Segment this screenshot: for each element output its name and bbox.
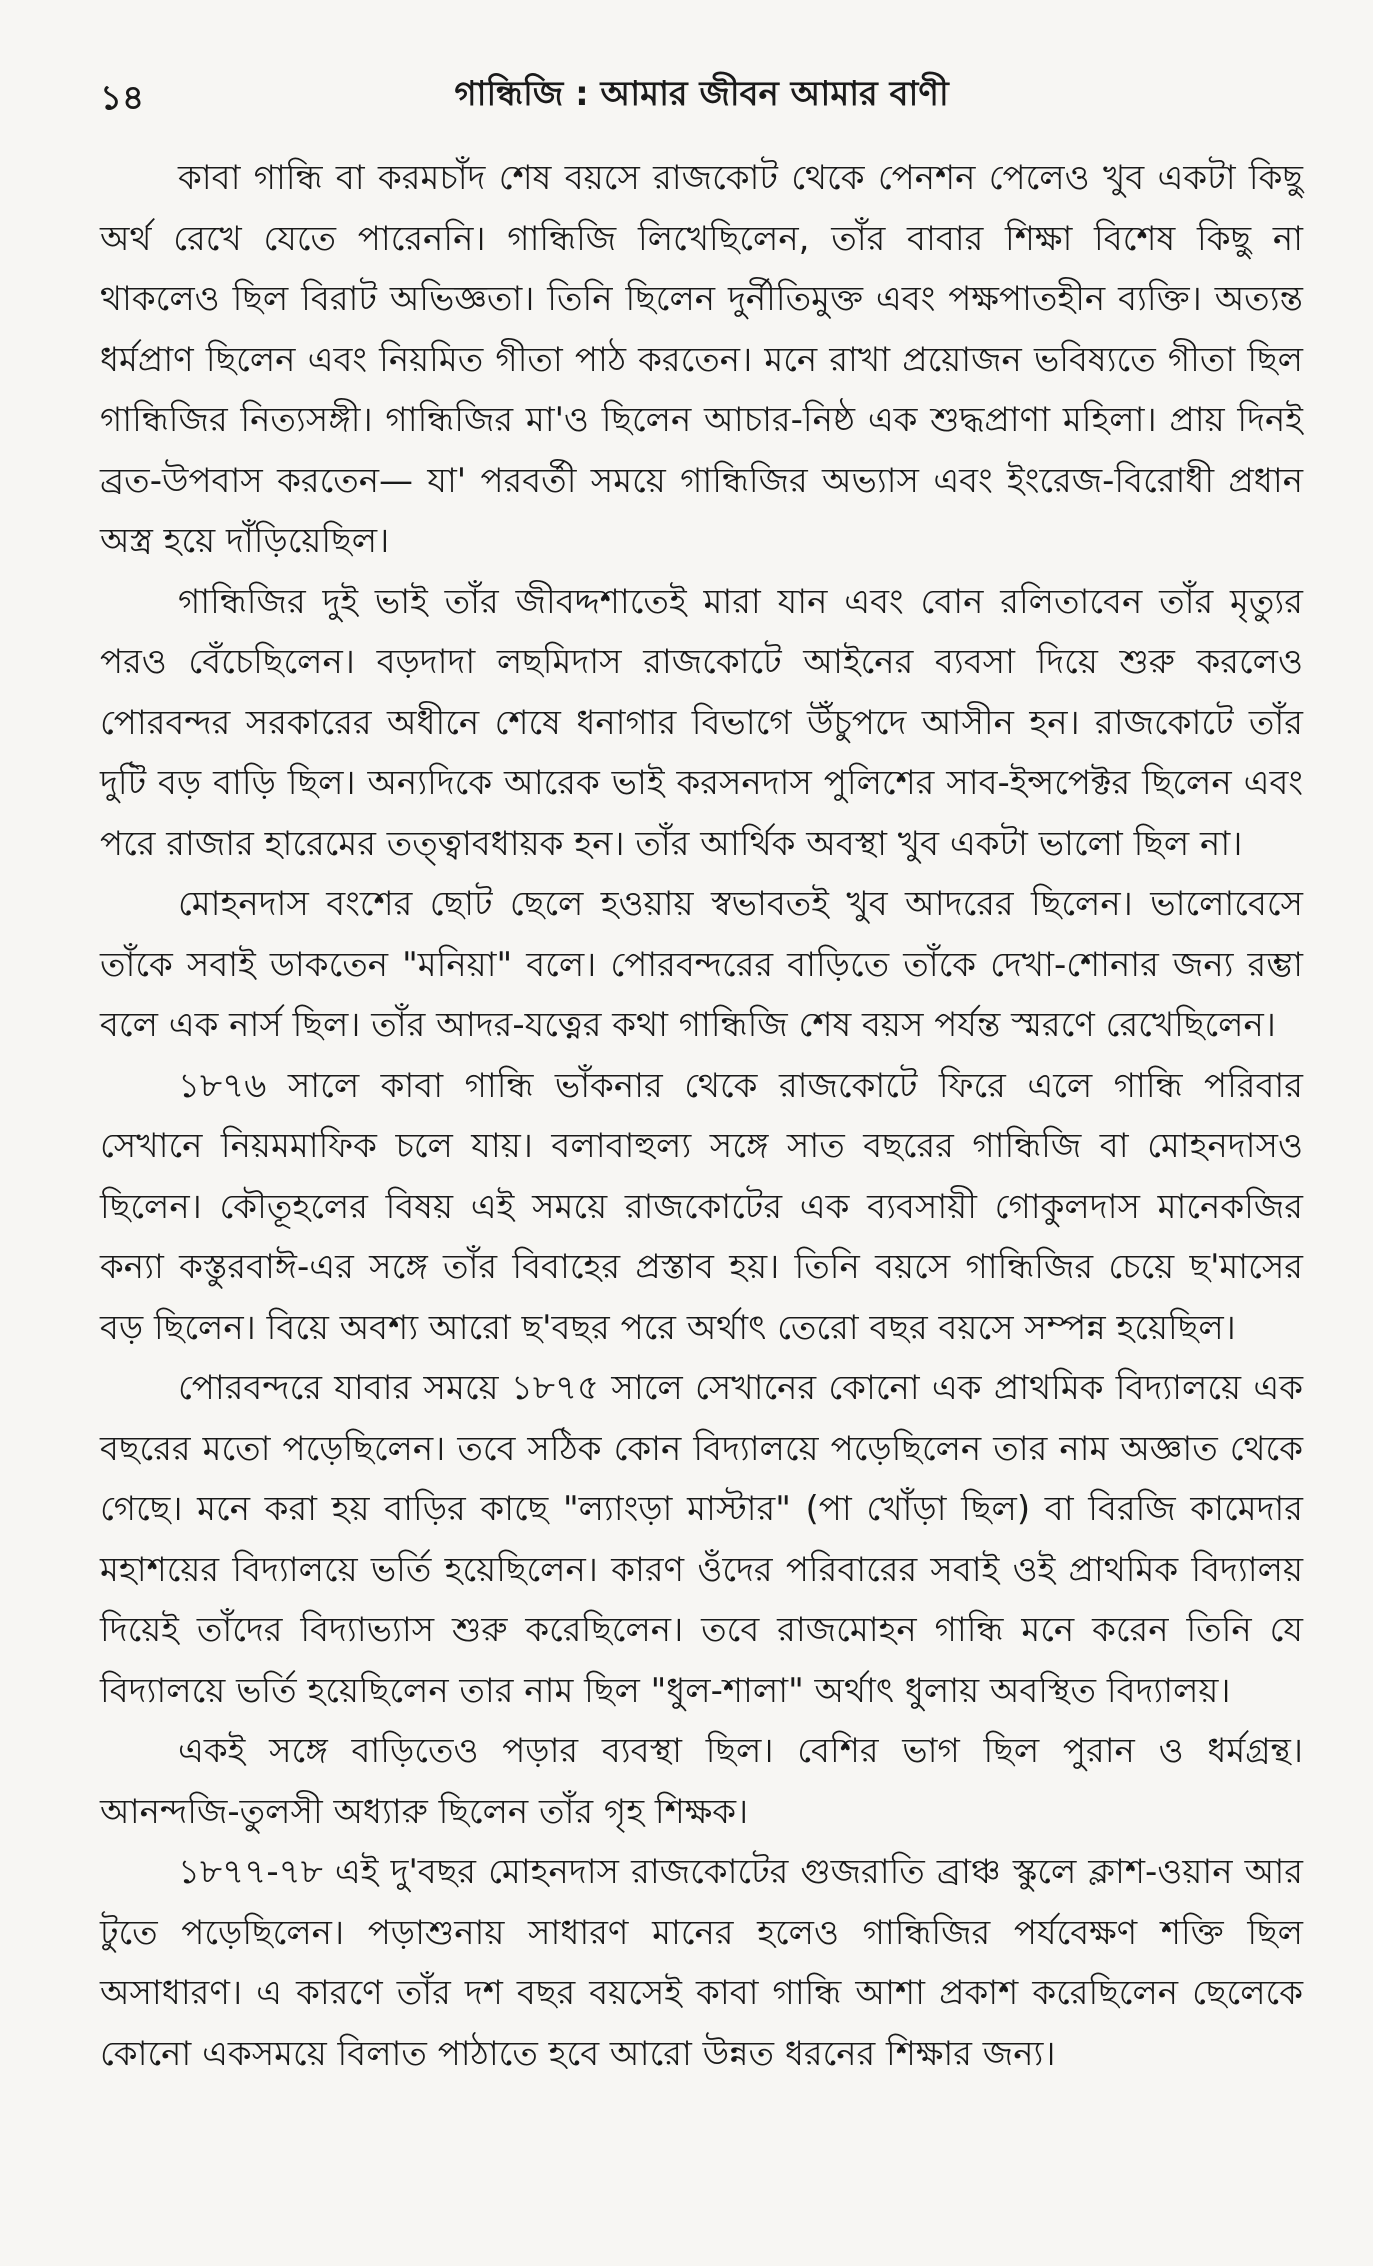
paragraph: ১৮৭৭-৭৮ এই দু'বছর মোহনদাস রাজকোটের গুজরাতি ব্রাঞ্চ স্কুলে ক্লাশ-ওয়ান আর টুতে পড়েছিলেন। পড়াশুনায় সাধারণ মানের হলেও গান্ধিজির পর্যবেক্ষণ শক্তি ছিল অসাধারণ। এ কারণে তাঁর দশ বছর বয়সেই কাবা গান্ধি আশা প্রকাশ করেছিলেন ছেলেকে কোনো একসময়ে বিলাত পাঠাতে হবে আরো উন্নত ধরনের শিক্ষার জন্য।: [100, 1852, 1303, 2074]
page-number: ১৪: [100, 78, 145, 118]
paragraph: ১৮৭৬ সালে কাবা গান্ধি ভাঁকনার থেকে রাজকোটে ফিরে এলে গান্ধি পরিবার সেখানে নিয়মমাফিক চলে যায়। বলাবাহুল্য সঙ্গে সাত বছরের গান্ধিজি বা মোহনদাসও ছিলেন। কৌতূহলের বিষয় এই সময়ে রাজকোটের এক ব্যবসায়ী গোকুলদাস মানেকজির কন্যা কস্তুরবাঈ-এর সঙ্গে তাঁর বিবাহের প্রস্তাব হয়। তিনি বয়সে গান্ধিজির চেয়ে ছ'মাসের বড় ছিলেন। বিয়ে অবশ্য আরো ছ'বছর পরে অর্থাৎ তেরো বছর বয়সে সম্পন্ন হয়েছিল।: [100, 1065, 1303, 1348]
paragraph: গান্ধিজির দুই ভাই তাঁর জীবদ্দশাতেই মারা যান এবং বোন রলিতাবেন তাঁর মৃত্যুর পরও বেঁচেছিলেন। বড়দাদা লছমিদাস রাজকোটে আইনের ব্যবসা দিয়ে শুরু করলেও পোরবন্দর সরকারের অধীনে শেষে ধনাগার বিভাগে উঁচুপদে আসীন হন। রাজকোটে তাঁর দুটি বড় বাড়ি ছিল। অন্যদিকে আরেক ভাই করসনদাস পুলিশের সাব-ইন্সপেক্টর ছিলেন এবং পরে রাজার হারেমের তত্ত্বাবধায়ক হন। তাঁর আর্থিক অবস্থা খুব একটা ভালো ছিল না।: [100, 581, 1303, 864]
body-text: [100, 148, 1303, 2084]
paragraph: পোরবন্দরে যাবার সময়ে ১৮৭৫ সালে সেখানের কোনো এক প্রাথমিক বিদ্যালয়ে এক বছরের মতো পড়েছিলেন। তবে সঠিক কোন বিদ্যালয়ে পড়েছিলেন তার নাম অজ্ঞাত থেকে গেছে। মনে করা হয় বাড়ির কাছে "ল্যাংড়া মাস্টার" (পা খোঁড়া ছিল) বা বিরজি কামেদার মহাশয়ের বিদ্যালয়ে ভর্তি হয়েছিলেন। কারণ ওঁদের পরিবারের সবাই ওই প্রাথমিক বিদ্যালয় দিয়েই তাঁদের বিদ্যাভ্যাস শুরু করেছিলেন। তবে রাজমোহন গান্ধি মনে করেন তিনি যে বিদ্যালয়ে ভর্তি হয়েছিলেন তার নাম ছিল "ধুল-শালা" অর্থাৎ ধুলায় অবস্থিত বিদ্যালয়।: [100, 1368, 1303, 1711]
paragraph: কাবা গান্ধি বা করমচাঁদ শেষ বয়সে রাজকোট থেকে পেনশন পেলেও খুব একটা কিছু অর্থ রেখে যেতে পারেননি। গান্ধিজি লিখেছিলেন, তাঁর বাবার শিক্ষা বিশেষ কিছু না থাকলেও ছিল বিরাট অভিজ্ঞতা। তিনি ছিলেন দুর্নীতিমুক্ত এবং পক্ষপাতহীন ব্যক্তি। অত্যন্ত ধর্মপ্রাণ ছিলেন এবং নিয়মিত গীতা পাঠ করতেন। মনে রাখা প্রয়োজন ভবিষ্যতে গীতা ছিল গান্ধিজির নিত্যসঙ্গী। গান্ধিজির মা'ও ছিলেন আচার-নিষ্ঠ এক শুদ্ধপ্রাণা মহিলা। প্রায় দিনই ব্রত-উপবাস করতেন— যা' পরবর্তী সময়ে গান্ধিজির অভ্যাস এবং ইংরেজ-বিরোধী প্রধান অস্ত্র হয়ে দাঁড়িয়েছিল।: [100, 158, 1303, 561]
running-title: গান্ধিজি : আমার জীবন আমার বাণী: [454, 74, 949, 114]
paragraph: একই সঙ্গে বাড়িতেও পড়ার ব্যবস্থা ছিল। বেশির ভাগ ছিল পুরান ও ধর্মগ্রন্থ। আনন্দজি-তুলসী অধ্যারু ছিলেন তাঁর গৃহ শিক্ষক।: [100, 1731, 1303, 1832]
page-header: [100, 64, 1303, 124]
paragraph: মোহনদাস বংশের ছোট ছেলে হওয়ায় স্বভাবতই খুব আদরের ছিলেন। ভালোবেসে তাঁকে সবাই ডাকতেন "মনিয়া" বলে। পোরবন্দরের বাড়িতে তাঁকে দেখা-শোনার জন্য রম্ভা বলে এক নার্স ছিল। তাঁর আদর-যত্নের কথা গান্ধিজি শেষ বয়স পর্যন্ত স্মরণে রেখেছিলেন।: [100, 884, 1303, 1045]
